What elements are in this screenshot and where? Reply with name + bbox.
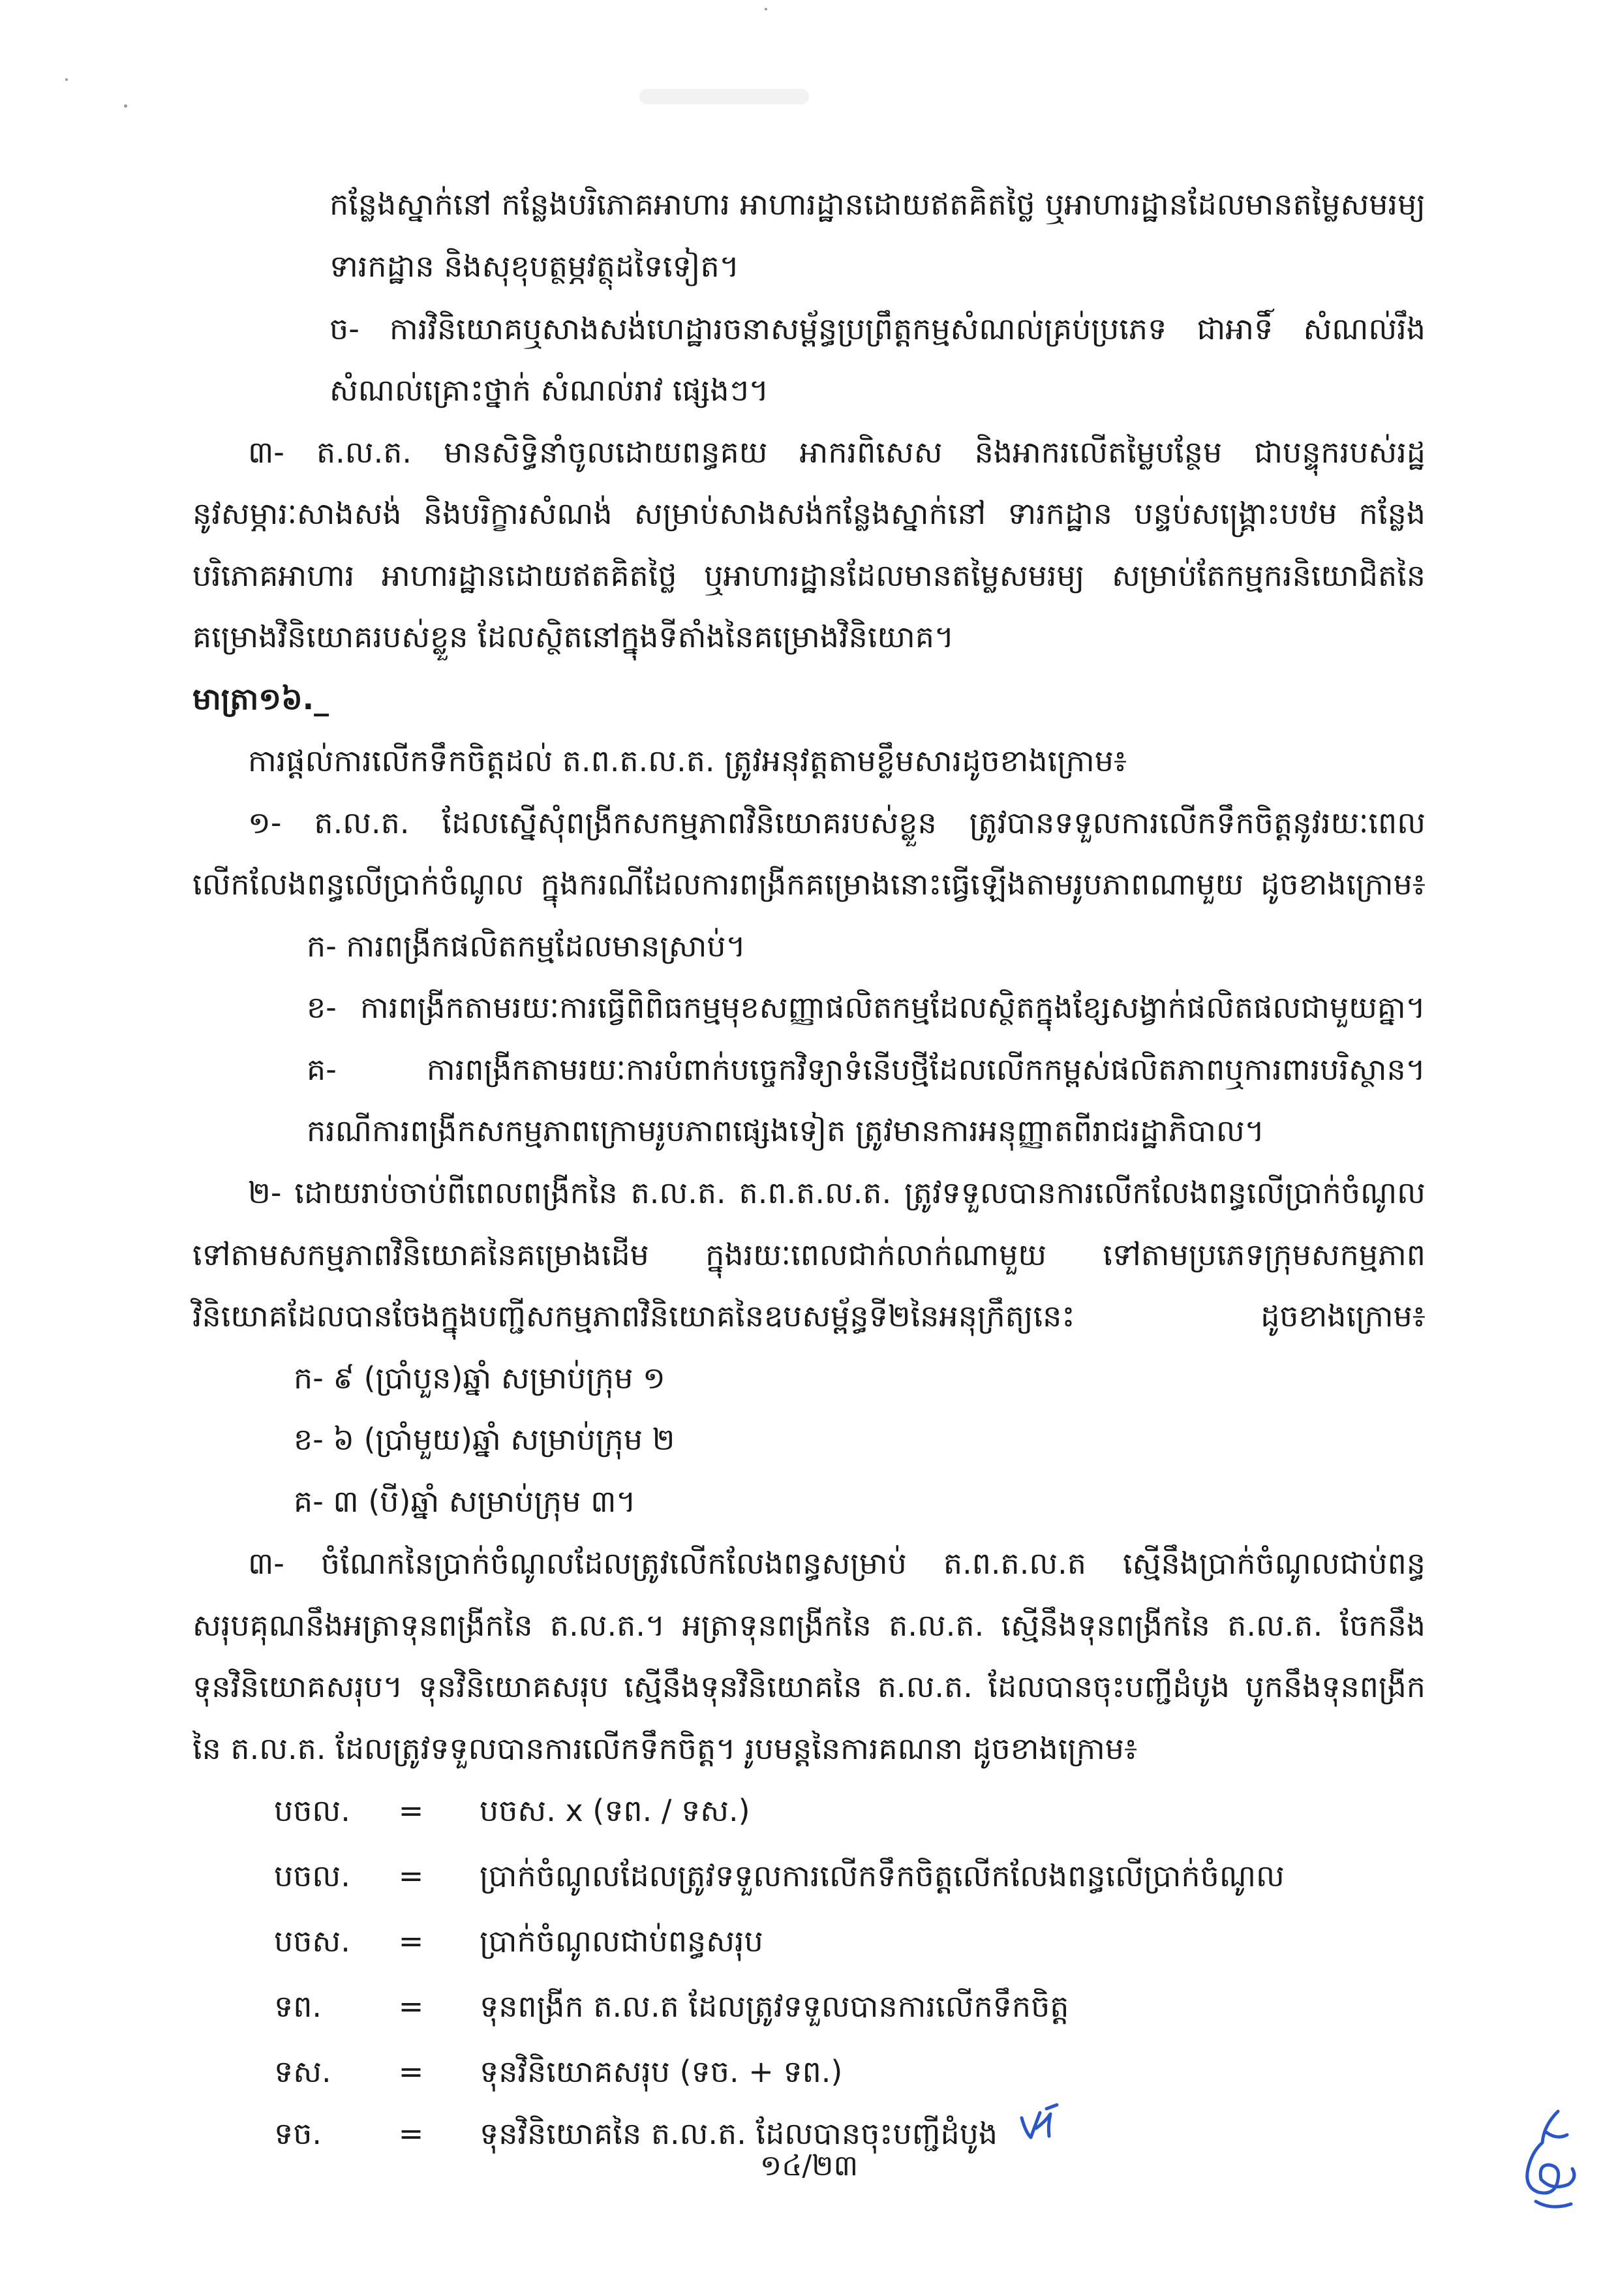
paragraph-line: នៃ ត.ល.ត. ដែលត្រូវទទួលបានការលើកទឹកចិត្ត។ រូបមន្តនៃការគណនា ដូចខាងក្រោម៖ <box>192 1731 1138 1766</box>
paragraph-line: លើកលែងពន្ធលើប្រាក់ចំណូល ក្នុងករណីដែលការពង្រីកគម្រោងនោះធ្វើឡើងតាមរូបភាពណាមួយ ដូចខាងក្រោម៖ <box>192 866 1426 902</box>
sub-item-kha: ខ- ៦ (ប្រាំមួយ)ឆ្នាំ សម្រាប់ក្រុម ២ <box>294 1422 675 1457</box>
numbered-item-3: ៣- ចំណែកនៃប្រាក់ចំណូលដែលត្រូវលើកលែងពន្ធសម្រាប់ ត.ព.ត.ល.ត ស្មើនឹងប្រាក់ចំណូលជាប់ពន្ធ <box>248 1546 1426 1581</box>
scan-smudge <box>639 89 809 104</box>
numbered-item-1: ១- ត.ល.ត. ដែលស្នើសុំពង្រីកសកម្មភាពវិនិយោគរបស់ខ្លួន ត្រូវបានទទួលការលើកទឹកចិត្តនូវរយៈពេល <box>248 805 1426 840</box>
article-heading: មាត្រា១៦._ <box>192 681 329 716</box>
formula-term: បចល. <box>274 1858 350 1893</box>
sub-item-kha: ខ- ការពង្រីកតាមរយៈការធ្វើពិពិធកម្មមុខសញ្ញាផលិតកម្មដែលស្ថិតក្នុងខ្សែសង្វាក់ផលិតផលជាមួយគ្នា។ <box>307 990 1426 1025</box>
sub-item-ko: គ- ការពង្រីកតាមរយៈការបំពាក់បច្ចេកវិទ្យាទំនើបថ្មីដែលលើកកម្ពស់ផលិតភាពឬការពារបរិស្ថាន។ <box>307 1052 1426 1087</box>
paragraph-line: ទៅតាមសកម្មភាពវិនិយោគនៃគម្រោងដើម ក្នុងរយៈពេលជាក់លាក់ណាមួយ ទៅតាមប្រភេទក្រុមសកម្មភាព <box>192 1237 1426 1272</box>
formula-equals: = <box>398 1923 424 1959</box>
paragraph-line: កន្លែងស្នាក់នៅ កន្លែងបរិភោគអាហារ អាហារដ្ឋានដោយឥតគិតថ្លៃ ឬអាហារដ្ឋានដែលមានតម្លៃសមរម្យ <box>329 187 1426 222</box>
paragraph-line: សំណល់គ្រោះថ្នាក់ សំណល់រាវ ផ្សេងៗ។ <box>329 373 769 408</box>
paragraph-line: នូវសម្ភារៈសាងសង់ និងបរិក្ខារសំណង់ សម្រាប់សាងសង់កន្លែងស្នាក់នៅ ទារកដ្ឋាន បន្ទប់សង្គ្រោះបឋម កន្លែង <box>192 496 1426 531</box>
formula-equals: = <box>398 1989 424 2024</box>
scan-speck <box>65 78 68 81</box>
formula-term: បចស. <box>274 1923 350 1959</box>
sub-item-ka: ក- ការពង្រីកផលិតកម្មដែលមានស្រាប់។ <box>307 928 746 964</box>
formula-equals: = <box>398 1858 424 1893</box>
paragraph-line: វិនិយោគដែលបានចែងក្នុងបញ្ជីសកម្មភាពវិនិយោគនៃឧបសម្ព័ន្ធទី២នៃអនុក្រឹត្យនេះ ដូចខាងក្រោម៖ <box>192 1298 1426 1334</box>
formula-equals: = <box>398 2054 424 2089</box>
formula-term: បចល. <box>274 1793 350 1828</box>
paragraph-line: ទារកដ្ឋាន និងសុខុបត្ថម្ភវត្ថុដទៃទៀត។ <box>329 249 740 284</box>
formula-term: ទព. <box>274 1989 322 2024</box>
paragraph-line: គម្រោងវិនិយោគរបស់ខ្លួន ដែលស្ថិតនៅក្នុងទីតាំងនៃគម្រោងវិនិយោគ។ <box>192 619 954 654</box>
formula-definition: ប្រាក់ចំណូលដែលត្រូវទទួលការលើកទឹកចិត្តលើកលែងពន្ធលើប្រាក់ចំណូល <box>480 1858 1285 1893</box>
formula-term: ទស. <box>274 2054 331 2089</box>
paragraph-line: ករណីការពង្រីកសកម្មភាពក្រោមរូបភាពផ្សេងទៀត ត្រូវមានការអនុញ្ញាតពីរាជរដ្ឋាភិបាល។ <box>307 1113 1265 1148</box>
sub-item-ko: គ- ៣ (បី)ឆ្នាំ សម្រាប់ក្រុម ៣។ <box>294 1484 636 1519</box>
formula-equals: = <box>398 2116 424 2151</box>
formula-definition: ប្រាក់ចំណូលជាប់ពន្ធសរុប <box>480 1923 763 1959</box>
page-number: ១៤/២៣ <box>759 2149 859 2182</box>
formula-term: ទច. <box>274 2116 322 2151</box>
formula-definition: ទុនពង្រីក ត.ល.ត ដែលត្រូវទទួលបានការលើកទឹកចិត្ត <box>480 1989 1069 2024</box>
paragraph-line: បរិភោគអាហារ អាហារដ្ឋានដោយឥតគិតថ្លៃ ឬអាហារដ្ឋានដែលមានតម្លៃសមរម្យ សម្រាប់តែកម្មករនិយោជិតនៃ <box>192 558 1426 593</box>
formula-definition: ទុនវិនិយោគសរុប (ទច. + ទព.) <box>480 2054 843 2089</box>
paragraph-line: ទុនវិនិយោគសរុប។ ទុនវិនិយោគសរុប ស្មើនឹងទុនវិនិយោគនៃ ត.ល.ត. ដែលបានចុះបញ្ជីដំបូង បូកនឹងទុនពង្រីក <box>192 1669 1426 1704</box>
list-item-cha: ច- ការវិនិយោគឬសាងសង់ហេដ្ឋារចនាសម្ព័ន្ធប្រព្រឹត្តកម្មសំណល់គ្រប់ប្រភេទ ជាអាទិ៍ សំណល់រឹង <box>329 311 1426 346</box>
numbered-item-2: ២- ដោយរាប់ចាប់ពីពេលពង្រីកនៃ ត.ល.ត. ត.ព.ត.ល.ត. ត្រូវទទួលបានការលើកលែងពន្ធលើប្រាក់ចំណូល <box>248 1175 1426 1210</box>
formula-equals: = <box>398 1793 424 1828</box>
sub-item-ka: ក- ៩ (ប្រាំបួន)ឆ្នាំ សម្រាប់ក្រុម ១ <box>294 1360 665 1396</box>
article-intro: ការផ្តល់ការលើកទឹកចិត្តដល់ ត.ព.ត.ល.ត. ត្រូវអនុវត្តតាមខ្លឹមសារដូចខាងក្រោម៖ <box>248 743 1127 778</box>
signature-icon <box>1512 2106 1584 2217</box>
formula-definition: ទុនវិនិយោគនៃ ត.ល.ត. ដែលបានចុះបញ្ជីដំបូង <box>480 2116 998 2151</box>
handwritten-initial-icon <box>1016 2100 1062 2145</box>
paragraph-line: សរុបគុណនឹងអត្រាទុនពង្រីកនៃ ត.ល.ត.។ អត្រាទុនពង្រីកនៃ ត.ល.ត. ស្មើនឹងទុនពង្រីកនៃ ត.ល.ត. ចែកនឹង <box>192 1608 1426 1643</box>
scan-speck <box>765 8 767 10</box>
scan-speck <box>124 104 127 108</box>
numbered-item-3: ៣- ត.ល.ត. មានសិទ្ធិនាំចូលដោយពន្ធគយ អាករពិសេស និងអាករលើតម្លៃបន្ថែម ជាបន្ទុករបស់រដ្ឋ <box>248 435 1426 470</box>
formula-definition: បចស. x (ទព. / ទស.) <box>480 1793 750 1828</box>
